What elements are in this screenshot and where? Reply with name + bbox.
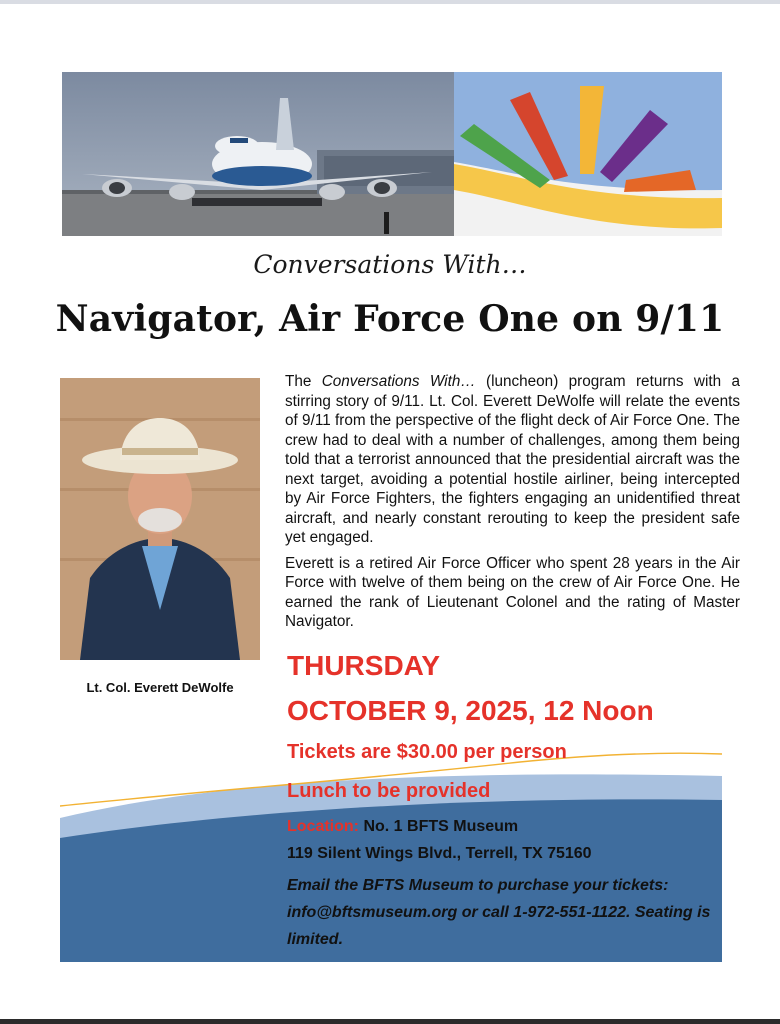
sunburst-logo: [454, 72, 722, 236]
air-force-one-photo: [62, 72, 454, 236]
series-subtitle: Conversations With…: [253, 250, 527, 279]
description-lead: The: [285, 373, 322, 390]
location-name: No. 1 BFTS Museum: [363, 818, 519, 835]
location-address: 119 Silent Wings Blvd., Terrell, TX 75160: [287, 845, 592, 862]
contact-info: Email the BFTS Museum to purchase your tickets: info@bftsmuseum.org or call 1-972-551-1122. Seating is limited.: [287, 877, 711, 948]
description-paragraph-1: [285, 372, 740, 548]
program-name: Conversations With…: [321, 373, 476, 390]
location-label: Location:: [287, 818, 359, 835]
lunch-note: Lunch to be provided: [287, 780, 491, 802]
location-line: [287, 818, 518, 836]
event-date: OCTOBER 9, 2025, 12 Noon: [287, 695, 654, 726]
ticket-price: Tickets are $30.00 per person: [287, 741, 567, 763]
description-paragraph-2: Everett is a retired Air Force Officer who spent 28 years in the Air Force with twelve of them being on the crew of Air Force One. He earned the rank of Lieutenant Colonel and the rating of Master Navigator.: [285, 554, 740, 630]
bottom-border: [0, 1019, 780, 1024]
portrait-caption: Lt. Col. Everett DeWolfe: [86, 680, 234, 695]
event-day: THURSDAY: [287, 650, 440, 681]
event-description: [285, 372, 740, 638]
description-rest: (luncheon) program returns with a stirring story of 9/11. Lt. Col. Everett DeWolfe will relate the events of 9/11 from the perspective of the flight deck of Air Force One. The crew had to deal with a number of challenges, among them being told that a terrorist announced that the presidential aircraft was the next target, avoiding a potential hostile airliner, being intercepted by Air Force Fighters, the fighters engaging an unidentified threat aircraft, and nearly constant rerouting to keep the president safe yet engaged.: [285, 373, 741, 546]
portrait-photo: [60, 378, 260, 660]
top-border: [0, 0, 780, 4]
event-title: Navigator, Air Force One on 9/11: [55, 298, 725, 340]
